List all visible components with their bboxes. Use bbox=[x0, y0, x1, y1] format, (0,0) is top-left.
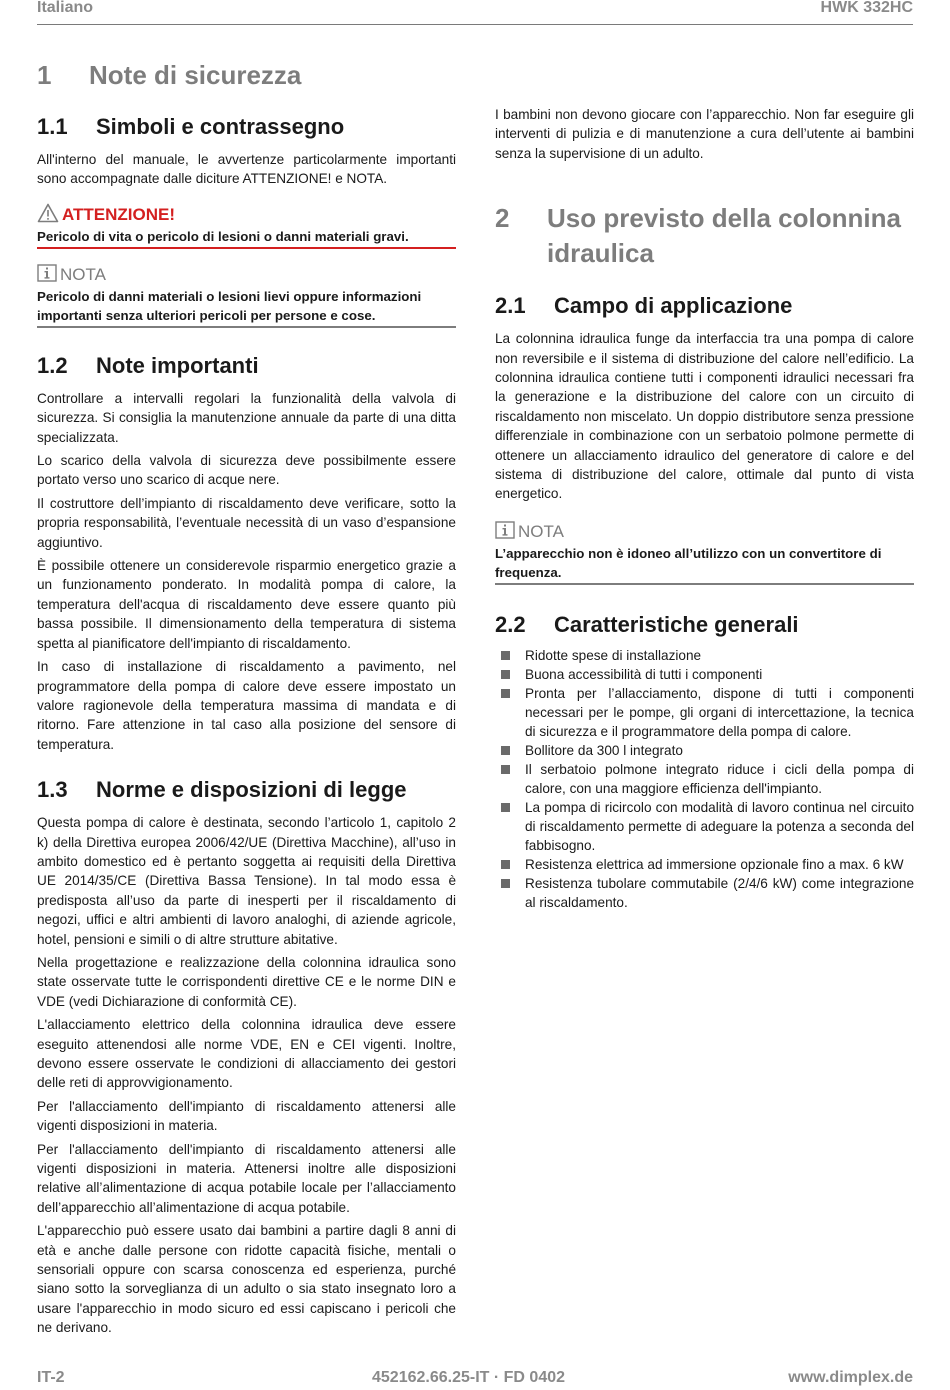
section-title: Caratteristiche generali bbox=[554, 611, 799, 637]
section-number: 1 bbox=[37, 60, 52, 90]
square-bullet-icon bbox=[501, 670, 510, 679]
warning-heading bbox=[37, 203, 456, 228]
section-2-2-heading bbox=[495, 611, 914, 639]
warning-label: ATTENZIONE! bbox=[62, 205, 176, 225]
section-title: Norme e disposizioni di legge bbox=[96, 777, 407, 803]
paragraph: Per l'allacciamento dell'impianto di riscaldamento attenersi alle vigenti disposizioni in materia. bbox=[37, 1098, 456, 1134]
list-item: Resistenza tubolare commutabile (2/4/6 kW) come integrazione al riscaldamento. bbox=[495, 874, 914, 912]
section-2-1-heading bbox=[495, 292, 914, 320]
info-box-icon bbox=[495, 521, 515, 544]
note-box bbox=[37, 264, 456, 328]
list-item: Ridotte spese di installazione bbox=[495, 646, 914, 665]
features-list bbox=[495, 646, 914, 912]
square-bullet-icon bbox=[501, 746, 510, 755]
warning-triangle-icon bbox=[37, 203, 59, 228]
page-header bbox=[37, 0, 913, 25]
note-heading bbox=[495, 521, 914, 544]
paragraph: L'allacciamento elettrico della colonnina idraulica deve essere eseguito attenendosi alle norme VDE, EN e CEI vigenti. Inoltre, devono essere osservate le condizioni di allacciamento dei gestori delle reti di approvvigionamento. bbox=[37, 1017, 456, 1091]
section-title: Campo di applicazione bbox=[554, 293, 793, 319]
section-2-heading bbox=[495, 201, 914, 271]
footer-page-number: IT-2 bbox=[37, 1369, 65, 1386]
section-1-1-heading bbox=[37, 113, 456, 141]
section-number: 1.2 bbox=[37, 352, 68, 378]
paragraph: Per l'allacciamento dell'impianto di riscaldamento attenersi alle vigenti disposizioni in materia. Attenersi inoltre alle disposizioni relative all’alimentazione di acqua potabile locale per l’allacciamento dell’apparecchio all’alimentazione di acqua potabile. bbox=[37, 1141, 456, 1215]
footer-website-link[interactable]: www.dimplex.de bbox=[788, 1369, 913, 1386]
section-number: 1.3 bbox=[37, 777, 68, 803]
list-item: Il serbatoio polmone integrato riduce i cicli della pompa di calore, con una maggiore efficienza dell'impianto. bbox=[495, 760, 914, 798]
note-label: NOTA bbox=[60, 265, 106, 285]
paragraph: Questa pompa di calore è destinata, secondo l’articolo 1, capitolo 2 k) della Direttiva europea 2006/42/UE (Direttiva Macchine), all’uso in ambito domestico ed è pertanto soggetta ai requisiti della Direttiva UE 2014/35/CE (Direttiva Bassa Tensione). In tal modo essa è predisposta all’uso da parte di inesperti per il riscaldamento di negozi, uffici e altri ambienti di lavoro analoghi, di aziende agricole, hotel, pensioni e simili o di altre strutture abitative. bbox=[37, 815, 456, 947]
paragraph: In caso di installazione di riscaldamento a pavimento, nel programmatore della pompa di calore deve essere impostato un valore ragionevole della temperatura massima di mandata e di ritorno. Fare attenzione in tal caso alla posizione del sensore di temperatura. bbox=[37, 659, 456, 752]
section-number: 2.2 bbox=[495, 611, 526, 637]
header-language: Italiano bbox=[37, 0, 94, 16]
list-item: Pronta per l’allacciamento, dispone di tutti i componenti necessari per le pompe, gli organi di intercettazione, la tecnica di sicurezza e il programmatore della pompa di calore. bbox=[495, 684, 914, 741]
note-box bbox=[495, 521, 914, 585]
header-model: HWK 332HC bbox=[820, 0, 913, 16]
square-bullet-icon bbox=[501, 803, 510, 812]
note-heading bbox=[37, 264, 456, 287]
section-1-heading bbox=[37, 58, 456, 93]
square-bullet-icon bbox=[501, 879, 510, 888]
note-text: L’apparecchio non è idoneo all’utilizzo con un convertitore di frequenza. bbox=[495, 544, 914, 585]
paragraph: Il costruttore dell’impianto di riscaldamento deve verificare, sotto la propria responsabilità, l’eventuale necessità di un vaso d’espansione aggiuntivo. bbox=[37, 495, 456, 550]
right-column bbox=[495, 63, 914, 912]
note-text: Pericolo di danni materiali o lesioni lievi oppure informazioni importanti senza ulteriori pericoli per persone e cose. bbox=[37, 287, 456, 328]
paragraph: Lo scarico della valvola di sicurezza deve possibilmente essere portato verso uno scarico di acque nere. bbox=[37, 453, 456, 488]
square-bullet-icon bbox=[501, 689, 510, 698]
warning-text: Pericolo di vita o pericolo di lesioni o danni materiali gravi. bbox=[37, 228, 456, 249]
list-item: La pompa di ricircolo con modalità di lavoro continua nel circuito di riscaldamento permette di adeguare la potenza a seconda del fabbisogno. bbox=[495, 798, 914, 855]
paragraph: La colonnina idraulica funge da interfaccia tra una pompa di calore non reversibile e il sistema di distribuzione del calore nell’edificio. La colonnina idraulica contiene tutti i componenti idraulici necessari fra la generazione e la distribuzione del calore con un circuito di riscaldamento non miscelato. Un doppio distributore senza pressione differenziale in combinazione con un serbatoio polmone permette di ottenere un allacciamento idraulico del generatore di calore e del sistema di distribuzione del calore, ottimale dal punto di vista energetico. bbox=[495, 331, 914, 502]
note-label: NOTA bbox=[518, 522, 564, 542]
paragraph: È possibile ottenere un considerevole risparmio energetico grazie a un funzionamento ponderato. In modalità pompa di calore, la temperatura dell'acqua di riscaldamento deve essere quanto più bassa possibile. Il dimensionamento della temperatura di sistema spetta al pianificatore dell'impianto di riscaldamento. bbox=[37, 558, 456, 651]
list-item: Bollitore da 300 l integrato bbox=[495, 741, 914, 760]
warning-box bbox=[37, 203, 456, 249]
paragraph: L'apparecchio può essere usato dai bambini a partire dagli 8 anni di età e anche dalle persone con ridotte capacità fisiche, mentali o sensoriali oppure con scarsa conoscenza ed esperienza, purché siano sotto la sorveglianza di un adulto o sia stato insegnato loro a usare l'apparecchio in modo sicuro ed essi capiscano i pericoli che ne derivano. bbox=[37, 1223, 456, 1336]
footer-document-number: 452162.66.25-IT · FD 0402 bbox=[372, 1369, 566, 1386]
square-bullet-icon bbox=[501, 651, 510, 660]
paragraph: Nella progettazione e realizzazione della colonnina idraulica sono state osservate tutte le corrispondenti direttive CE e le norme DIN e VDE (vedi Dichiarazione di conformità CE). bbox=[37, 954, 456, 1009]
section-number: 2.1 bbox=[495, 293, 526, 319]
paragraph: I bambini non devono giocare con l’apparecchio. Non far eseguire gli interventi di pulizia e di manutenzione a cura dell’utente ai bambini senza la supervisione di un adulto. bbox=[495, 107, 914, 161]
square-bullet-icon bbox=[501, 860, 510, 869]
continued-text-spacer bbox=[495, 63, 914, 101]
paragraph: Controllare a intervalli regolari la funzionalità della valvola di sicurezza. Si consiglia la manutenzione annuale da parte di una ditta specializzata. bbox=[37, 390, 456, 445]
left-column bbox=[37, 58, 456, 1338]
page-footer bbox=[37, 1369, 913, 1389]
paragraph: All'interno del manuale, le avvertenze particolarmente importanti sono accompagnate dalle diciture ATTENZIONE! e NOTA. bbox=[37, 152, 456, 187]
section-title: Simboli e contrassegno bbox=[96, 114, 345, 139]
section-1-3-heading bbox=[37, 776, 456, 804]
info-box-icon bbox=[37, 264, 57, 287]
section-title: Uso previsto della colonnina idraulica bbox=[547, 203, 901, 269]
section-number: 1.1 bbox=[37, 114, 68, 139]
list-item: Buona accessibilità di tutti i componenti bbox=[495, 665, 914, 684]
section-1-2-heading bbox=[37, 352, 456, 380]
section-number: 2 bbox=[495, 203, 510, 234]
list-item: Resistenza elettrica ad immersione opzionale fino a max. 6 kW bbox=[495, 855, 914, 874]
section-title: Note importanti bbox=[96, 352, 259, 378]
section-title: Note di sicurezza bbox=[89, 60, 302, 90]
square-bullet-icon bbox=[501, 765, 510, 774]
